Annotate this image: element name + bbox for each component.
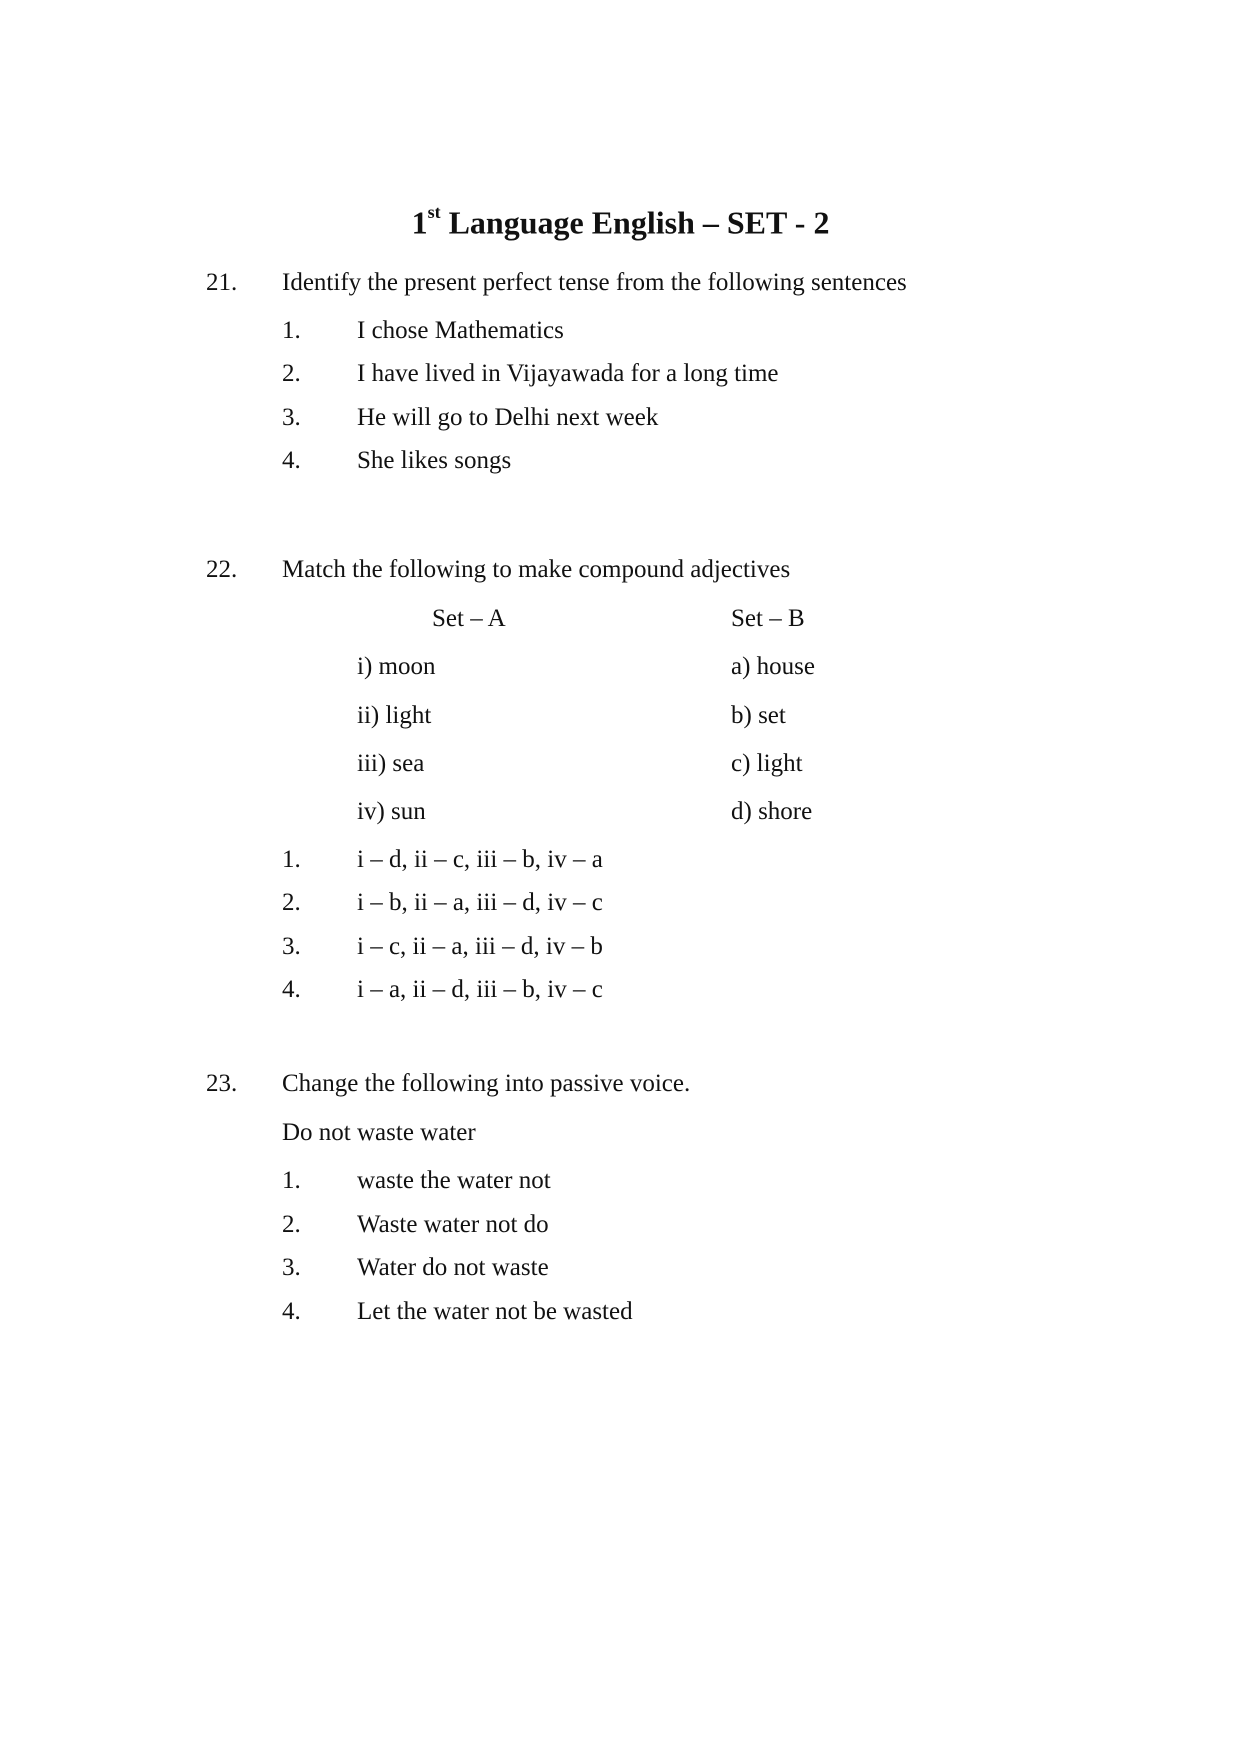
option-text: i – b, ii – a, iii – d, iv – c [357, 889, 603, 916]
option-number: 1. [282, 846, 301, 873]
question-number: 23. [206, 1070, 238, 1097]
question-number: 21. [206, 269, 238, 296]
set-b-item: c) light [731, 750, 803, 777]
option-text: i – c, ii – a, iii – d, iv – b [357, 933, 603, 960]
title-text: Language English – SET - 2 [440, 204, 830, 241]
option-number: 2. [282, 889, 301, 916]
set-b-header: Set – B [731, 605, 805, 632]
option-number: 1. [282, 317, 301, 344]
option-number: 3. [282, 933, 301, 960]
set-b-item: d) shore [731, 798, 813, 825]
option-number: 3. [282, 1254, 301, 1281]
option-number: 4. [282, 976, 301, 1003]
option-text: He will go to Delhi next week [357, 404, 659, 431]
question-sentence: Do not waste water [282, 1119, 476, 1146]
set-a-item: iv) sun [357, 798, 426, 825]
set-a-item: iii) sea [357, 750, 425, 777]
question-number: 22. [206, 556, 238, 583]
question-text: Match the following to make compound adjectives [282, 556, 791, 583]
question-text: Change the following into passive voice. [282, 1070, 691, 1097]
option-text: waste the water not [357, 1167, 551, 1194]
option-text: i – d, ii – c, iii – b, iv – a [357, 846, 603, 873]
option-number: 4. [282, 1298, 301, 1325]
option-text: i – a, ii – d, iii – b, iv – c [357, 976, 603, 1003]
title-ordinal-suffix: st [427, 202, 441, 222]
set-a-item: ii) light [357, 702, 432, 729]
option-text: Waste water not do [357, 1211, 549, 1238]
option-number: 1. [282, 1167, 301, 1194]
set-b-item: a) house [731, 653, 815, 680]
option-text: Let the water not be wasted [357, 1298, 633, 1325]
option-number: 2. [282, 1211, 301, 1238]
option-text: I have lived in Vijayawada for a long time [357, 360, 779, 387]
title-number: 1 [411, 204, 428, 241]
set-a-header: Set – A [432, 605, 506, 632]
option-text: I chose Mathematics [357, 317, 564, 344]
option-text: Water do not waste [357, 1254, 549, 1281]
question-text: Identify the present perfect tense from the following sentences [282, 269, 907, 296]
set-b-item: b) set [731, 702, 786, 729]
option-text: She likes songs [357, 447, 512, 474]
set-a-item: i) moon [357, 653, 436, 680]
option-number: 2. [282, 360, 301, 387]
page-title [0, 196, 1241, 243]
option-number: 3. [282, 404, 301, 431]
option-number: 4. [282, 447, 301, 474]
